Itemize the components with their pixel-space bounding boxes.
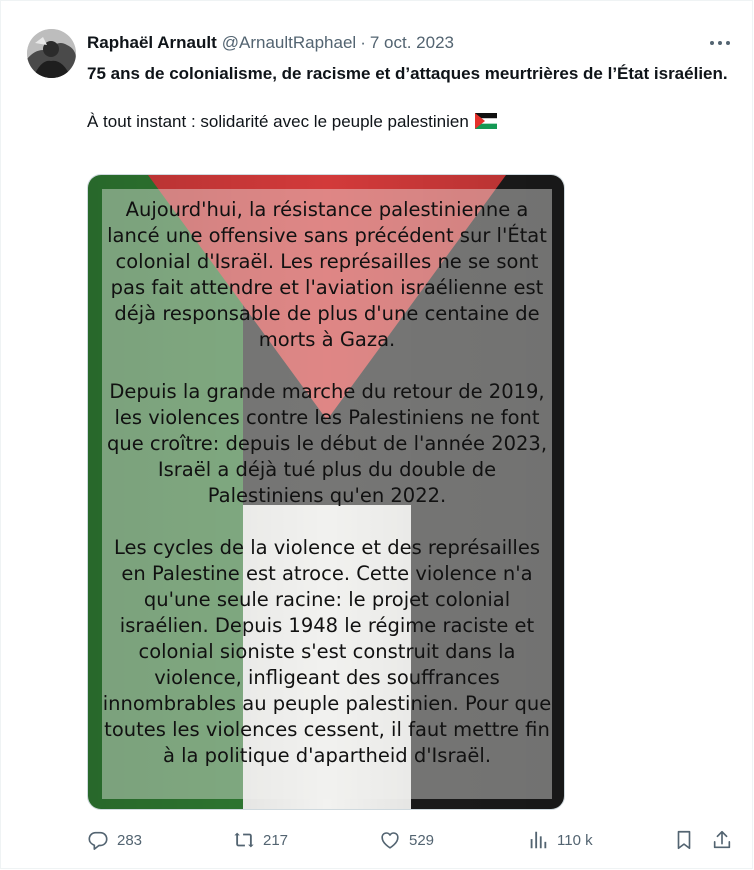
poster-text [88, 197, 565, 795]
avatar-image [27, 29, 76, 78]
tweet-text [87, 62, 737, 136]
tweet-text-line-2 [87, 110, 737, 136]
palestine-flag-icon [475, 112, 497, 136]
share-button[interactable] [711, 826, 741, 854]
author-name[interactable]: Raphaël Arnault [87, 33, 217, 52]
share-icon [711, 829, 733, 851]
repost-icon [233, 829, 255, 851]
like-button[interactable] [379, 826, 434, 854]
repost-button[interactable] [233, 826, 288, 854]
bookmark-icon [673, 829, 695, 851]
author-handle[interactable]: @ArnaultRaphael [221, 33, 357, 52]
reply-button[interactable] [87, 826, 142, 854]
like-count: 529 [409, 831, 435, 849]
tweet-date[interactable]: 7 oct. 2023 [369, 33, 454, 52]
tweet-header [87, 32, 454, 54]
heart-icon [379, 829, 401, 851]
avatar[interactable] [27, 29, 76, 78]
poster-paragraph-1: Aujourd'hui, la résistance palestinienne a lancé une offensive sans précédent sur l'État colonial d'Israël. Les représailles ne se sont pas fait attendre et l'aviation israélienne est déjà responsable de plus d'une centaine de morts à Gaza. [107, 198, 547, 351]
tweet-text-line-2-content: À tout instant : solidarité avec le peuple palestinien [87, 112, 469, 131]
repost-count: 217 [263, 831, 289, 849]
poster-paragraph-3: Les cycles de la violence et des représailles en Palestine est atroce. Cette violence n'a qu'une seule racine: le projet colonial israélien. Depuis 1948 le régime raciste et colonial sioniste s'est construit dans la violence, infligeant des souffrances innombrables au peuple palestinien. Pour que toutes les violences cessent, il faut mettre fin à la politique d'apartheid d'Israël. [102, 536, 552, 767]
reply-icon [87, 829, 109, 851]
tweet-image[interactable] [87, 174, 565, 810]
views-count: 110 k [557, 831, 593, 849]
tweet-text-line-1: 75 ans de colonialisme, de racisme et d’attaques meurtrières de l’État israélien. [87, 64, 728, 83]
more-dots-icon [706, 31, 734, 55]
action-bar [87, 826, 737, 854]
views-chart-icon [527, 829, 549, 851]
reply-count: 283 [117, 831, 143, 849]
bookmark-button[interactable] [673, 826, 703, 854]
poster-paragraph-2: Depuis la grande marche du retour de 2019, les violences contre les Palestiniens ne font que croître: depuis le début de l'année 2023, Israël a déjà tué plus du double de Palestiniens qu'en 2022. [106, 380, 548, 507]
more-button[interactable] [706, 31, 734, 55]
views-button[interactable] [527, 826, 593, 854]
separator-dot: · [360, 33, 366, 52]
